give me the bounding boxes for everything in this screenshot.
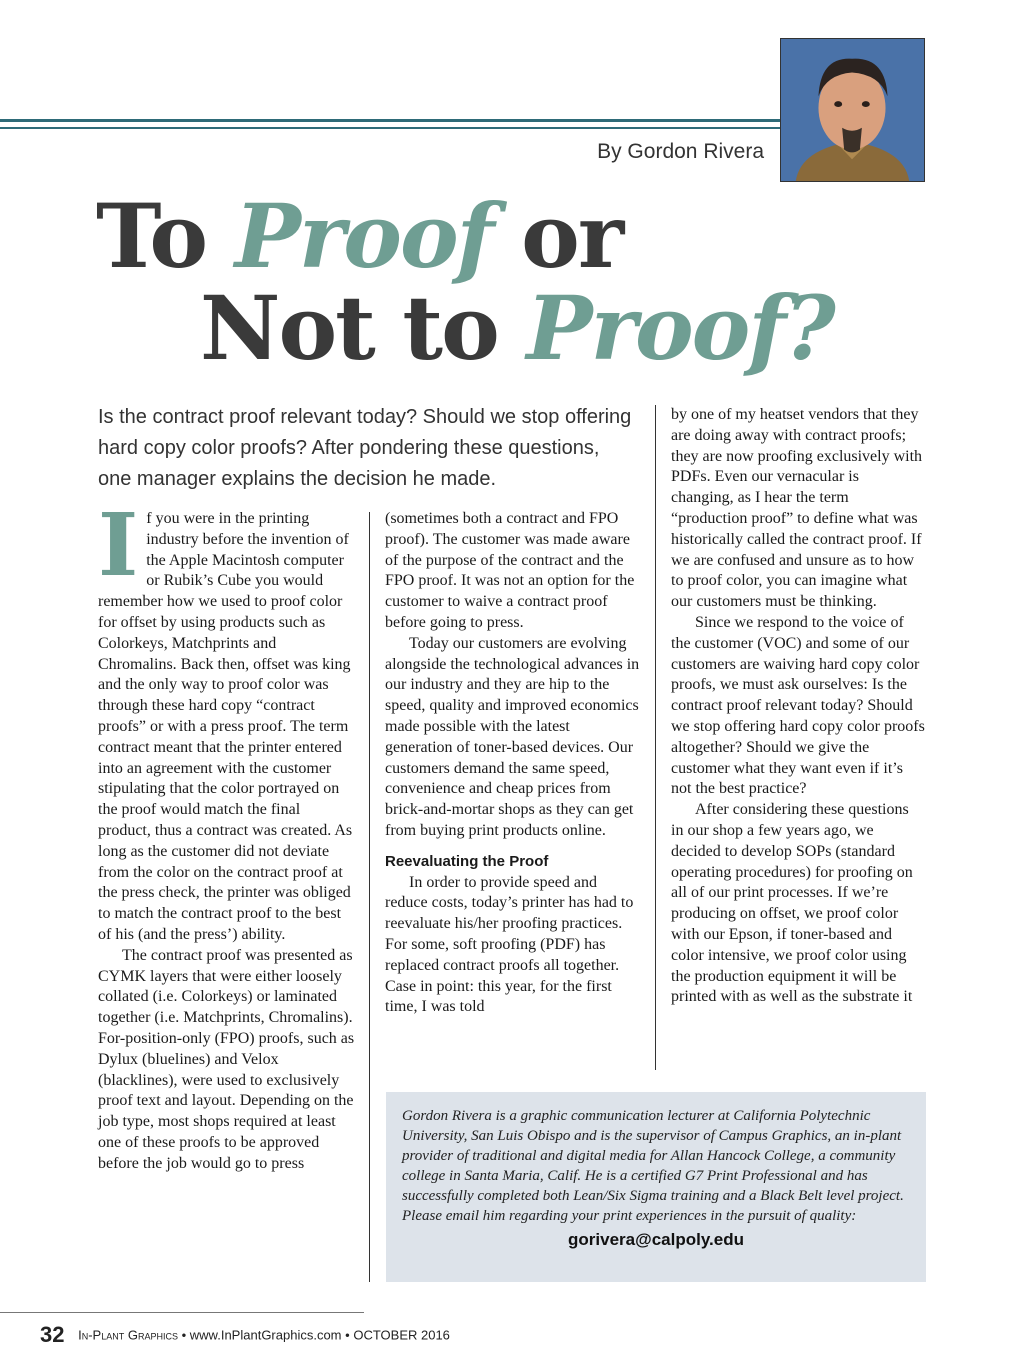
magazine-url[interactable]: www.InPlantGraphics.com	[189, 1327, 342, 1343]
author-email-link[interactable]: gorivera@calpoly.edu	[568, 1230, 744, 1249]
paragraph: (sometimes both a contract and FPO proof). The customer was made aware of the purpose of the contract and the FPO proof. It was not an option for the customer to waive a contract proof before going to press.	[385, 510, 635, 631]
column-divider	[369, 512, 370, 1282]
footer-separator: •	[181, 1327, 187, 1343]
author-bio-text: Gordon Rivera is a graphic communication lecturer at California Polytechnic University, San Luis Obispo and is the supervisor of Campus Graphics, an in-plant provider of traditional and digital media for Allan Hancock College, a community college in Santa Maria, Calif. He is a certified G7 Print Professional and has successfully completed both Lean/Six Sigma training and a Black Belt level project. Please email him regarding your print experiences in the pursuit of quality:	[402, 1108, 904, 1224]
paragraph: In order to provide speed and reduce costs, today’s printer has had to reevaluate his/her proofing practices. For some, soft proofing (PDF) has replaced contract proofs all together. Case in point: this year, for the first time, I was told	[385, 873, 634, 1016]
headline-word-not-to: Not to	[200, 276, 527, 380]
article-deck: Is the contract proof relevant today? Should we stop offering hard copy color proofs? After pondering these questions, one manager explains the decision he made.	[98, 406, 632, 490]
footer-separator: •	[345, 1327, 350, 1343]
drop-cap: I	[98, 495, 139, 596]
headline-line-2	[200, 276, 834, 380]
subheading: Reevaluating the Proof	[385, 852, 549, 870]
page-number: 32	[40, 1322, 65, 1347]
paragraph: Today our customers are evolving alongside the technological advances in our industry and they are hip to the speed, quality and improved economics made possible with the latest generation of toner-based devices. Our customers demand the same speed, convenience and cheap prices from brick-and-mortar shops as they can get from buying print products online.	[385, 634, 640, 839]
headline-line-1	[96, 184, 623, 288]
header-rule-bottom	[0, 127, 780, 129]
article-column-1	[98, 495, 356, 1175]
headline-word-proof: Proof	[234, 184, 493, 288]
headline-word-or: or	[492, 184, 623, 288]
article-column-3	[671, 405, 925, 1008]
headline-word-to: To	[96, 184, 235, 288]
issue-date: OCTOBER 2016	[353, 1327, 450, 1343]
page-footer	[40, 1322, 450, 1348]
magazine-name: In-Plant Graphics	[78, 1327, 178, 1343]
paragraph: The contract proof was presented as CYMK layers that were either loosely collated (i.e. Colorkeys) or laminated together (i.e. Matchprints, Chromalins). For-position-only (FPO) proofs, such as Dylux (bluelines) and Velox (blacklines), were used to exclusively proof text and layout. Depending on the job type, most shops required at least one of these proofs to be approved before the job would go to press	[98, 946, 355, 1172]
headline-word-proof-question: Proof?	[526, 276, 834, 380]
author-bio-box	[386, 1092, 926, 1282]
paragraph: After considering these questions in our shop a few years ago, we decided to develop SOPs (standard operating procedures) for proofing on all of our print processes. If we’re producing on offset, we proof color with our Epson, if toner-based and color intensive, we proof color using the production equipment it will be printed with as well as the substrate it	[671, 801, 913, 1006]
footer-rule	[0, 1312, 364, 1313]
paragraph: f you were in the printing industry before the invention of the Apple Macintosh computer or Rubik’s Cube you would remember how we used to proof color for offset by using products such as Colorkeys, Matchprints and Chromalins. Back then, offset was king and the only way to proof color was through these hard copy “contract proofs” or with a press proof. The term contract meant that the printer entered into an agreement with the customer stipulating that the color portrayed on the proof would match the final product, thus a contract was created. As long as the customer did not deviate from the color on the contract proof at the press check, the printer was obliged to match the contract proof to the best of his (and the press’) ability.	[98, 510, 353, 943]
column-divider	[655, 405, 656, 1070]
header-rule-top	[0, 119, 780, 122]
paragraph: Since we respond to the voice of the customer (VOC) and some of our customers are waiving hard copy color proofs, we must ask ourselves: Is the contract proof relevant today? Should we stop offering hard copy color proofs altogether? Should we give the customer what they want even if it’s not the best practice?	[671, 613, 925, 798]
paragraph: by one of my heatset vendors that they are doing away with contract proofs; they are now proofing exclusively with PDFs. Even our vernacular is changing, as I hear the term “production proof” to define what was historically called the contract proof. If we are confused and unsure as to how to proof color, you can imagine what our customers must be thinking.	[671, 406, 923, 611]
byline: By Gordon Rivera	[597, 140, 764, 163]
author-photo	[780, 38, 925, 182]
article-column-2	[385, 509, 641, 1018]
